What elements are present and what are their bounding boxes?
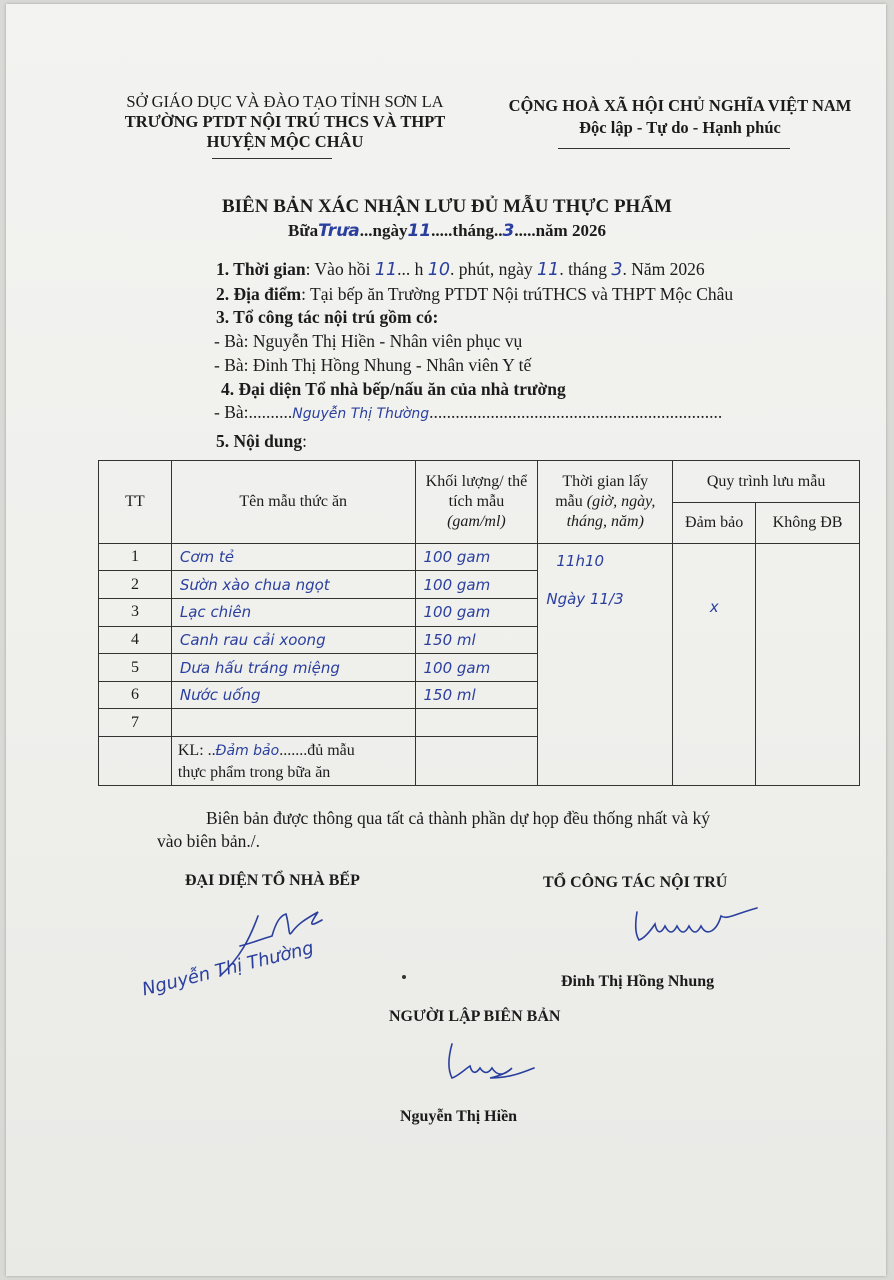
header-time-1: Thời gian lấy bbox=[562, 472, 649, 490]
sample-time-cell bbox=[538, 543, 673, 785]
section-location bbox=[216, 284, 733, 305]
row-weight: 100 gam bbox=[415, 654, 538, 682]
row-weight: 150 ml bbox=[415, 681, 538, 709]
time-month: 3 bbox=[611, 260, 623, 280]
kitchen-rep-prefix: - Bà:.......... bbox=[214, 402, 293, 422]
row-tt: 5 bbox=[99, 654, 172, 682]
conclusion-cell bbox=[171, 737, 415, 786]
row-weight: 100 gam bbox=[415, 599, 538, 627]
row-weight bbox=[415, 709, 538, 737]
header-weight-2: tích mẫu bbox=[448, 492, 505, 510]
national-underline bbox=[558, 148, 790, 149]
row-tt: 6 bbox=[99, 681, 172, 709]
time-text-b: ... h bbox=[397, 259, 424, 279]
header-ok: Đảm bảo bbox=[673, 503, 756, 543]
row-food-name: Lạc chiên bbox=[171, 599, 415, 627]
time-text-e: . Năm 2026 bbox=[622, 259, 705, 279]
header-time-2 bbox=[538, 492, 672, 512]
conclusion-tt-cell bbox=[99, 737, 172, 786]
committee-signer-name: Đinh Thị Hồng Nhung bbox=[561, 973, 715, 990]
time-day: 11 bbox=[537, 260, 560, 280]
day-label: ...ngày bbox=[359, 221, 408, 240]
header-not-ok: Không ĐB bbox=[756, 503, 860, 543]
row-food-name: Cơm tẻ bbox=[171, 543, 415, 571]
dot-mark bbox=[402, 975, 406, 979]
recorder-signer-name: Nguyễn Thị Hiền bbox=[400, 1108, 518, 1125]
kitchen-rep-label: 4. Đại diện Tổ nhà bếp/nấu ăn của nhà trường bbox=[221, 379, 566, 399]
section-time bbox=[216, 259, 705, 280]
row-tt: 3 bbox=[99, 599, 172, 627]
committee-member-1: - Bà: Nguyễn Thị Hiền - Nhân viên phục vụ bbox=[214, 331, 523, 351]
header-weight-3: (gam/ml) bbox=[447, 512, 506, 530]
header-tt: TT bbox=[99, 461, 172, 544]
conclusion-line-2: thực phẩm trong bữa ăn bbox=[177, 763, 331, 781]
header-food-name: Tên mẫu thức ăn bbox=[171, 461, 415, 544]
committee-label: 3. Tổ công tác nội trú gồm có: bbox=[216, 307, 439, 327]
agency-line-1: SỞ GIÁO DỤC VÀ ĐÀO TẠO TỈNH SƠN LA bbox=[126, 92, 444, 111]
month-value: 3 bbox=[502, 221, 515, 241]
agency-header bbox=[100, 92, 470, 152]
location-text: : Tại bếp ăn Trường PTDT Nội trúTHCS và THPT Mộc Châu bbox=[301, 284, 734, 304]
document-subtitle bbox=[0, 221, 894, 241]
day-value: 11 bbox=[407, 221, 432, 241]
time-text-a: : Vào hồi bbox=[305, 259, 371, 279]
time-label: 1. Thời gian bbox=[216, 259, 306, 279]
meal-value: Trưa bbox=[318, 221, 360, 241]
content-label: 5. Nội dung bbox=[216, 431, 303, 451]
row-tt: 2 bbox=[99, 571, 172, 599]
recorder-sign-title: NGƯỜI LẬP BIÊN BẢN bbox=[389, 1008, 561, 1025]
kitchen-rep-dots: ................................................................... bbox=[429, 402, 723, 422]
conclusion-weight-cell bbox=[415, 737, 538, 786]
header-weight bbox=[415, 461, 538, 544]
row-food-name: Nước uống bbox=[171, 681, 415, 709]
time-text-c: . phút, ngày bbox=[450, 259, 533, 279]
month-label: .....tháng.. bbox=[431, 221, 503, 240]
table-row bbox=[99, 543, 860, 571]
sample-time-value: 11h10 bbox=[556, 551, 605, 570]
time-hour: 11 bbox=[374, 260, 398, 280]
header-time bbox=[538, 461, 673, 544]
header-weight-1: Khối lượng/ thể bbox=[425, 472, 528, 490]
kitchen-signer-name: Nguyễn Thị Thường bbox=[140, 937, 316, 1001]
row-weight: 100 gam bbox=[415, 543, 538, 571]
national-header bbox=[495, 95, 865, 139]
content-colon: : bbox=[302, 431, 307, 451]
year-label: .....năm 2026 bbox=[514, 221, 606, 240]
row-weight: 150 ml bbox=[415, 626, 538, 654]
header-process: Quy trình lưu mẫu bbox=[673, 461, 860, 503]
conclusion-prefix: KL: .. bbox=[177, 741, 216, 759]
sample-date-value: Ngày 11/3 bbox=[546, 589, 624, 608]
closing-line-1: Biên bản được thông qua tất cả thành phần dự họp đều thống nhất và ký bbox=[206, 808, 711, 828]
document-title: BIÊN BẢN XÁC NHẬN LƯU ĐỦ MẪU THỰC PHẨM bbox=[221, 196, 672, 217]
time-minute: 10 bbox=[427, 260, 451, 280]
kitchen-sign-title: ĐẠI DIỆN TỔ NHÀ BẾP bbox=[185, 872, 360, 889]
committee-signature-icon bbox=[625, 900, 765, 950]
kitchen-rep-line bbox=[214, 402, 722, 423]
row-tt: 4 bbox=[99, 626, 172, 654]
row-food-name: Sườn xào chua ngọt bbox=[171, 571, 415, 599]
recorder-signature-icon bbox=[440, 1038, 550, 1088]
committee-sign-title: TỔ CÔNG TÁC NỘI TRÚ bbox=[543, 874, 728, 891]
committee-member-2: - Bà: Đinh Thị Hồng Nhung - Nhân viên Y tế bbox=[214, 355, 532, 375]
meal-label: Bữa bbox=[288, 221, 319, 240]
agency-line-3: HUYỆN MỘC CHÂU bbox=[206, 132, 364, 151]
agency-underline bbox=[212, 158, 332, 159]
table-header-row bbox=[99, 461, 860, 503]
row-food-name: Dưa hấu tráng miệng bbox=[171, 654, 415, 682]
content-heading bbox=[216, 431, 307, 452]
location-label: 2. Địa điểm bbox=[216, 284, 302, 304]
conclusion-suffix: .......đủ mẫu bbox=[279, 741, 355, 759]
header-time-2a: mẫu bbox=[555, 492, 583, 510]
national-motto-1: CỘNG HOÀ XÃ HỘI CHỦ NGHĨA VIỆT NAM bbox=[508, 96, 852, 115]
kitchen-rep-name: Nguyễn Thị Thường bbox=[292, 406, 430, 422]
conclusion-value: Đảm bảo bbox=[215, 742, 280, 759]
row-food-name: Canh rau cải xoong bbox=[171, 626, 415, 654]
closing-line-2: vào biên bản./. bbox=[157, 831, 261, 851]
time-text-d: . tháng bbox=[559, 259, 607, 279]
not-ok-cell bbox=[756, 543, 860, 785]
row-tt: 7 bbox=[99, 709, 172, 737]
agency-line-2: TRƯỜNG PTDT NỘI TRÚ THCS VÀ THPT bbox=[124, 112, 446, 131]
food-sample-table bbox=[98, 460, 860, 786]
national-motto-2: Độc lập - Tự do - Hạnh phúc bbox=[579, 118, 781, 137]
row-weight: 100 gam bbox=[415, 571, 538, 599]
header-time-2b: (giờ, ngày, bbox=[582, 492, 656, 510]
ok-checkmark: x bbox=[709, 597, 719, 616]
row-tt: 1 bbox=[99, 543, 172, 571]
row-food-name bbox=[171, 709, 415, 737]
header-time-3: tháng, năm) bbox=[566, 512, 644, 530]
ok-mark-cell bbox=[673, 543, 756, 785]
